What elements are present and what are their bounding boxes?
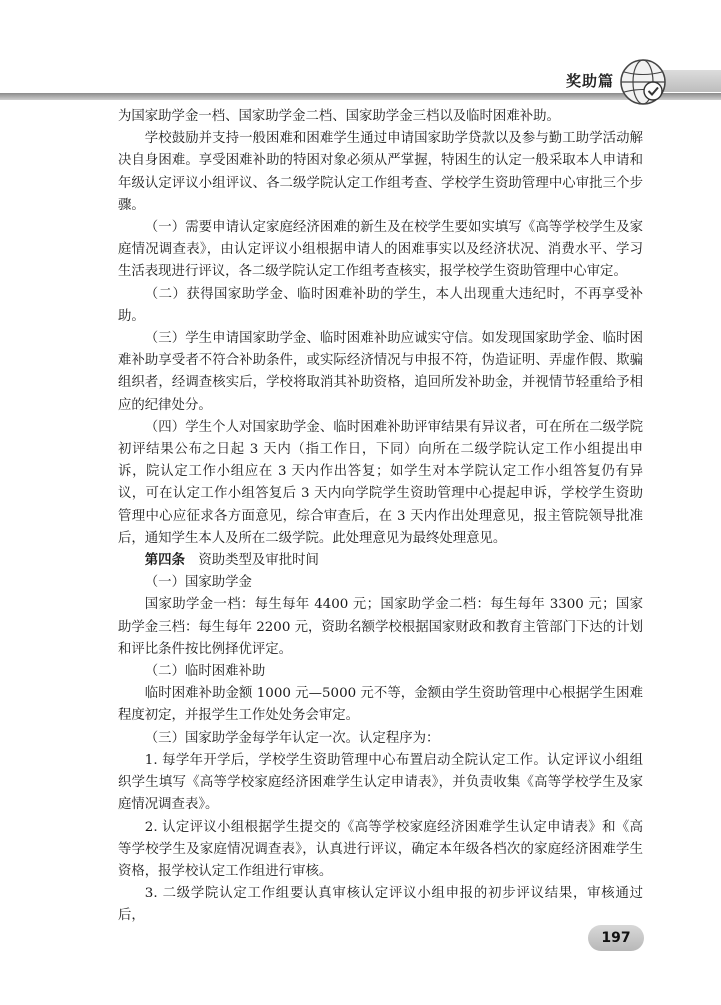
page-number: 197	[588, 925, 644, 951]
paragraph: 2. 认定评议小组根据学生提交的《高等学校家庭经济困难学生认定申请表》和《高等学校学生及家庭情况调查表》，认真进行评议，确定本年级各档次的家庭经济困难学生资格，报学校认定工作组进行审核。	[118, 819, 643, 879]
article-heading	[118, 550, 643, 572]
paragraph: （一）需要申请认定家庭经济困难的新生及在校学生要如实填写《高等学校学生及家庭情况调查表》，由认定评议小组根据申请人的困难事实以及经济状况、消费水平、学习生活表现进行评议，各二级学院认定工作组考查核实，报学校学生资助管理中心审定。	[118, 220, 643, 280]
paragraph: （二）临时困难补助	[144, 664, 266, 680]
header-rule	[0, 93, 721, 100]
paragraph: 学校鼓励并支持一般困难和困难学生通过申请国家助学贷款以及参与勤工助学活动解决自身困难。享受困难补助的特困对象必须从严掌握，特困生的认定一般采取本人申请和年级认定评议小组评议、各二级学院认定工作组考查、学校学生资助管理中心审批三个步骤。	[118, 131, 643, 213]
page-header	[0, 0, 721, 110]
paragraph: （三）学生申请国家助学金、临时困难补助应诚实守信。如发现国家助学金、临时困难补助享受者不符合补助条件，或实际经济情况与申报不符，伪造证明、弄虚作假、欺骗组织者，经调查核实后，学校将取消其补助资格，追回所发补助金，并视情节轻重给予相应的纪律处分。	[118, 331, 643, 413]
article-title: 资助类型及审批时间	[198, 553, 319, 569]
header-band	[660, 70, 721, 92]
paragraph: （三）国家助学金每学年认定一次。认定程序为：	[144, 730, 440, 746]
paragraph: 国家助学金一档：每生每年 4400 元；国家助学金二档：每生每年 3300 元；国家助学金三档：每生每年 2200 元，资助名额学校根据国家财政和教育主管部门下达的计划和评比条件按比例择优评定。	[118, 597, 643, 657]
document-body	[118, 106, 643, 928]
paragraph: 临时困难补助金额 1000 元—5000 元不等，金额由学生资助管理中心根据学生困难程度初定，并报学生工作处处务会审定。	[118, 686, 643, 724]
section-title: 奖助篇	[566, 72, 615, 90]
paragraph: 3. 二级学院认定工作组要认真审核认定评议小组申报的初步评议结果，审核通过后，	[118, 886, 643, 924]
paragraph: （一）国家助学金	[144, 575, 252, 591]
paragraph: 为国家助学金一档、国家助学金二档、国家助学金三档以及临时困难补助。	[118, 109, 560, 124]
article-label: 第四条	[144, 553, 185, 569]
paragraph: （二）获得国家助学金、临时困难补助的学生，本人出现重大违纪时，不再享受补助。	[118, 286, 643, 324]
globe-check-icon	[618, 57, 668, 107]
paragraph: （四）学生个人对国家助学金、临时困难补助评审结果有异议者，可在所在二级学院初评结果公布之日起 3 天内（指工作日，下同）向所在二级学院认定工作小组提出申诉，院认定工作小组应在 3 天内作出答复；如学生对本学院认定工作小组答复仍有异议，可在认定工作小组答复后 3 天内向学院学生资助管理中心提起申诉，学校学生资助管理中心应征求各方面意见，综合审查后，在 3 天内作出处理意见，报主管院领导批准后，通知学生本人及所在二级学院。此处理意见为最终处理意见。	[118, 419, 643, 546]
paragraph: 1. 每学年开学后，学校学生资助管理中心布置启动全院认定工作。认定评议小组组织学生填写《高等学校家庭经济困难学生认定申请表》，并负责收集《高等学校学生及家庭情况调查表》。	[118, 752, 643, 813]
